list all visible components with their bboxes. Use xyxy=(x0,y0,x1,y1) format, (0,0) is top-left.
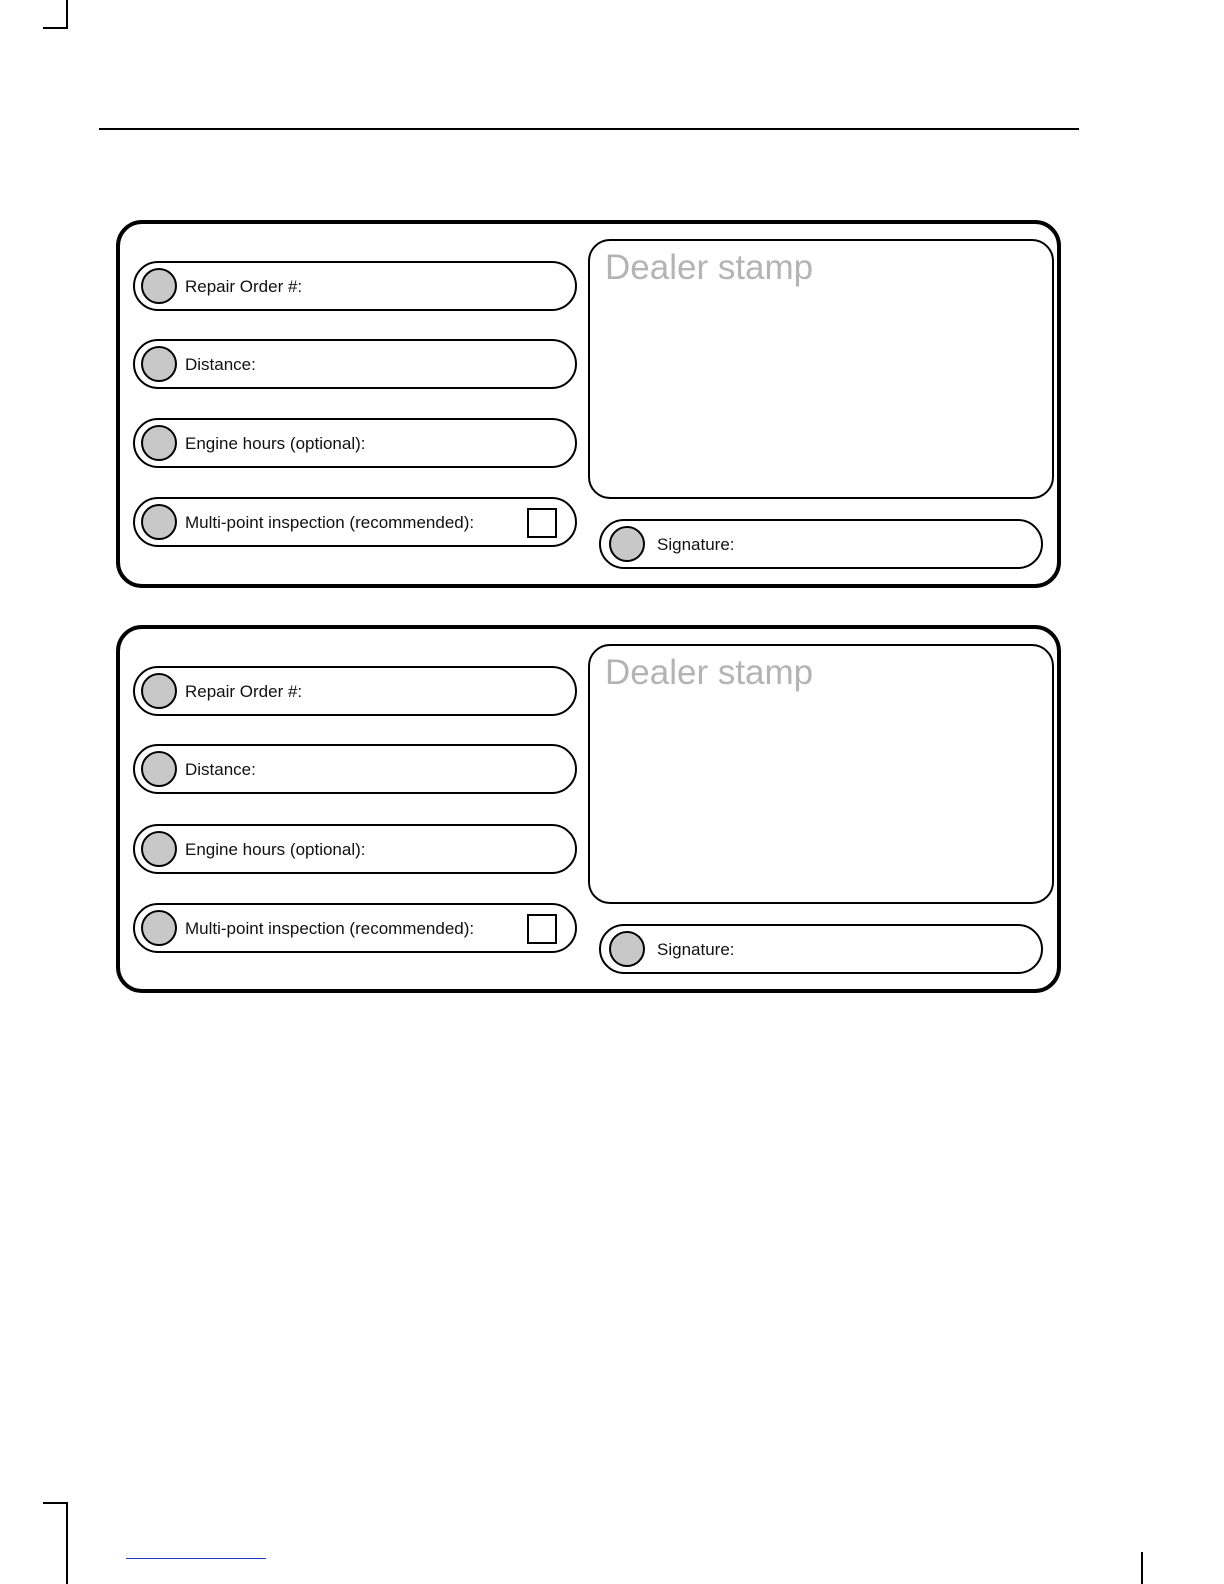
header-rule xyxy=(99,128,1079,130)
distance-field[interactable] xyxy=(133,744,577,794)
signature-field[interactable] xyxy=(599,924,1043,974)
engine-hours-label: Engine hours (optional): xyxy=(185,434,366,453)
dealer-stamp-box xyxy=(588,644,1054,904)
repair-order-field[interactable] xyxy=(133,666,577,716)
crop-mark-top-left-vertical xyxy=(66,0,68,28)
repair-order-label: Repair Order #: xyxy=(185,682,303,701)
footer-link-underline xyxy=(126,1558,266,1559)
dealer-stamp-label: Dealer stamp xyxy=(605,248,814,287)
inspection-label: Multi-point inspection (recommended): xyxy=(185,513,475,532)
inspection-checkbox[interactable] xyxy=(527,508,557,538)
field-bullet-icon xyxy=(141,504,177,540)
signature-label: Signature: xyxy=(657,940,735,959)
repair-order-field[interactable] xyxy=(133,261,577,311)
signature-field[interactable] xyxy=(599,519,1043,569)
crop-mark-bottom-left-vertical xyxy=(66,1502,68,1584)
field-bullet-icon xyxy=(141,346,177,382)
field-bullet-icon xyxy=(141,751,177,787)
crop-mark-bottom-right-vertical xyxy=(1141,1552,1143,1584)
distance-label: Distance: xyxy=(185,355,256,374)
inspection-checkbox[interactable] xyxy=(527,914,557,944)
field-bullet-icon xyxy=(609,931,645,967)
field-bullet-icon xyxy=(141,268,177,304)
repair-order-label: Repair Order #: xyxy=(185,277,303,296)
engine-hours-field[interactable] xyxy=(133,418,577,468)
field-bullet-icon xyxy=(609,526,645,562)
field-bullet-icon xyxy=(141,425,177,461)
crop-mark-bottom-left-horizontal xyxy=(43,1502,68,1504)
inspection-field xyxy=(133,903,577,953)
field-bullet-icon xyxy=(141,673,177,709)
inspection-field xyxy=(133,497,577,547)
field-bullet-icon xyxy=(141,831,177,867)
distance-field[interactable] xyxy=(133,339,577,389)
inspection-label: Multi-point inspection (recommended): xyxy=(185,919,475,938)
distance-label: Distance: xyxy=(185,760,256,779)
dealer-stamp-box xyxy=(588,239,1054,499)
crop-mark-top-left-horizontal xyxy=(43,27,68,29)
service-record-card-2 xyxy=(116,625,1061,993)
engine-hours-field[interactable] xyxy=(133,824,577,874)
engine-hours-label: Engine hours (optional): xyxy=(185,840,366,859)
signature-label: Signature: xyxy=(657,535,735,554)
field-bullet-icon xyxy=(141,910,177,946)
dealer-stamp-label: Dealer stamp xyxy=(605,653,814,692)
service-record-card-1 xyxy=(116,220,1061,588)
